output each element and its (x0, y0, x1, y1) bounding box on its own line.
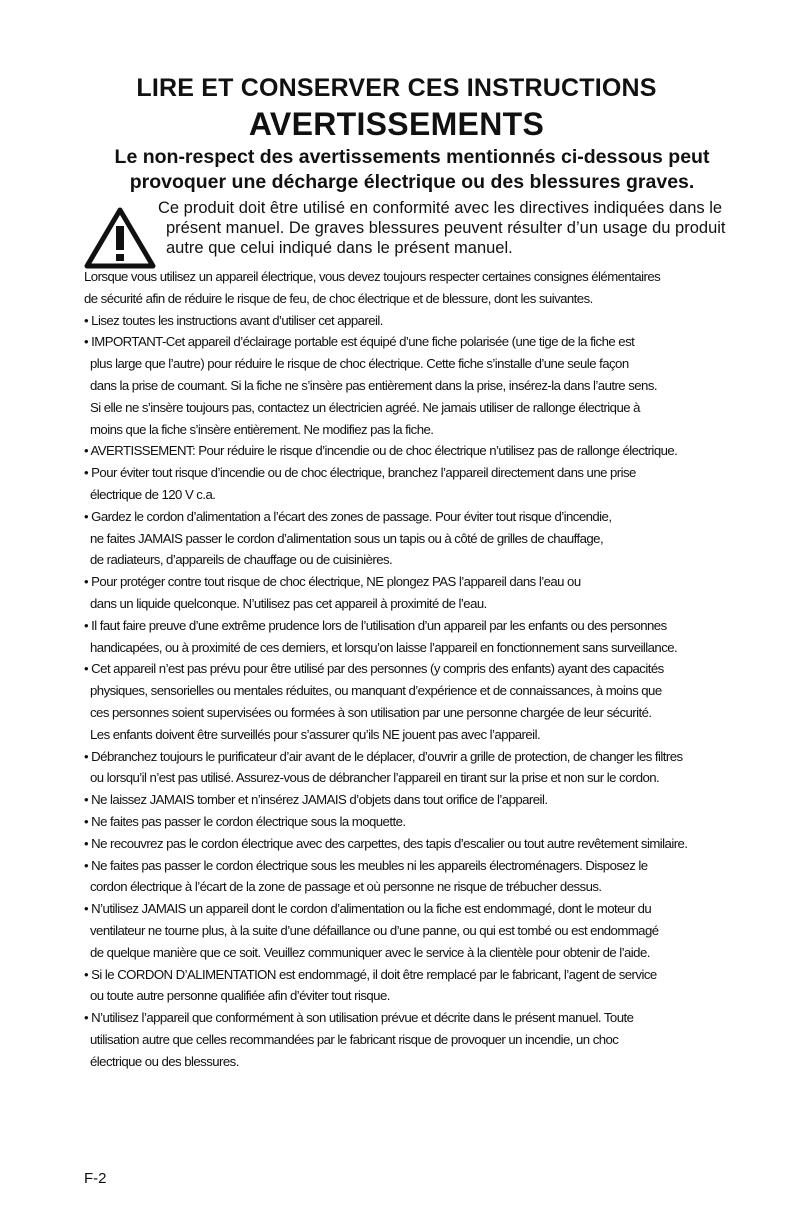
text-line: dans la prise de coumant. Si la fiche ne s’insère pas entièrement dans la prise, insérez-la dans l’autre sens. (90, 377, 657, 393)
text-line: de quelque manière que ce soit. Veuillez communiquer avec le service à la clientèle pour obtenir de l’aide. (90, 944, 650, 960)
list-item: • Débranchez toujours le purificateur d’air avant de le déplacer, d’ouvrir a grille de protection, de changer les filtres (84, 748, 683, 764)
list-item: • AVERTISSEMENT: Pour réduire le risque d’incendie ou de choc électrique n’utilisez pas de rallonge électrique. (84, 443, 678, 459)
list-item: • Gardez le cordon d’alimentation a l’écart des zones de passage. Pour éviter tout risque d’incendie, (84, 508, 612, 524)
text-line: dans un liquide quelconque. N’utilisez pas cet appareil à proximité de l’eau. (90, 595, 487, 611)
text-line: Les enfants doivent être surveillés pour s’assurer qu’ils NE jouent pas avec l’appareil. (90, 726, 541, 742)
text-line: électrique ou des blessures. (90, 1053, 239, 1069)
warning-line: autre que celui indiqué dans le présent manuel. (166, 239, 513, 257)
warning-triangle-icon (84, 207, 156, 269)
text-line: handicapées, ou à proximité de ces derniers, et lorsqu’on laisse l’appareil en fonctionnement sans surveillance. (90, 639, 678, 655)
text-line: ventilateur ne tourne plus, à la suite d’une défaillance ou d’une panne, ou qui est tombé ou est endommagé (90, 922, 659, 938)
text-line: Si elle ne s’insère toujours pas, contactez un électricien agréé. Ne jamais utiliser de rallonge électrique à (90, 399, 640, 415)
warning-statement (158, 198, 783, 258)
list-item: • Ne recouvrez pas le cordon électrique avec des carpettes, des tapis d’escalier ou tout autre revêtement similaire. (84, 835, 688, 851)
list-item: • Ne faites pas passer le cordon électrique sous les meubles ni les appareils électroménagers. Disposez le (84, 857, 648, 873)
text-line: électrique de 120 V c.a. (90, 486, 216, 502)
warning-line: présent manuel. De graves blessures peuvent résulter d’un usage du produit (166, 219, 726, 237)
list-item: • Ne faites pas passer le cordon électrique sous la moquette. (84, 813, 406, 829)
list-item: • Cet appareil n’est pas prévu pour être utilisé par des personnes (y compris des enfants) ayant des capacités (84, 661, 664, 677)
page-number: F-2 (84, 1170, 107, 1187)
text-line: Lorsque vous utilisez un appareil électrique, vous devez toujours respecter certaines consignes élémentaires (84, 269, 661, 284)
intro-warning: Le non-respect des avertissements mentionnés ci-dessous peut provoquer une décharge électrique ou des blessures graves. (114, 146, 710, 193)
list-item: • IMPORTANT-Cet appareil d’éclairage portable est équipé d’une fiche polarisée (une tige de la fiche est (84, 334, 635, 350)
list-item: • Il faut faire preuve d’une extrême prudence lors de l’utilisation d’un appareil par les enfants ou des personnes (84, 617, 667, 633)
section-heading: AVERTISSEMENTS (248, 106, 545, 142)
list-item: • Pour éviter tout risque d’incendie ou de choc électrique, branchez l’appareil directement dans une prise (84, 465, 636, 481)
text-line: plus large que l’autre) pour réduire le risque de choc électrique. Cette fiche s’installe d’une seule façon (90, 356, 629, 372)
list-item: • Pour protéger contre tout risque de choc électrique, NE plongez PAS l’appareil dans l’eau ou (84, 574, 581, 590)
text-line: cordon électrique à l’écart de la zone de passage et où personne ne risque de trébucher dessus. (90, 879, 602, 895)
text-line: de sécurité afin de réduire le risque de feu, de choc électrique et de blessure, dont les suivantes. (84, 290, 593, 306)
list-item: • N’utilisez JAMAIS un appareil dont le cordon d’alimentation ou la fiche est endommagé, dont le moteur du (84, 901, 652, 917)
text-line: ne faites JAMAIS passer le cordon d’alimentation sous un tapis ou à côté de grilles de chauffage, (90, 530, 604, 546)
list-item: • Si le CORDON D’ALIMENTATION est endommagé, il doit être remplacé par le fabricant, l’agent de service (84, 966, 657, 982)
list-item: • N’utilisez l’appareil que conformément à son utilisation prévue et décrite dans le présent manuel. Toute (84, 1010, 634, 1026)
text-line: de radiateurs, d’appareils de chauffage ou de cuisinières. (90, 552, 393, 568)
text-line: physiques, sensorielles ou mentales réduites, ou manquant d’expérience et de connaissances, à moins que (90, 683, 662, 699)
page-title: LIRE ET CONSERVER CES INSTRUCTIONS (136, 74, 657, 102)
list-item: • Ne laissez JAMAIS tomber et n’insérez JAMAIS d’objets dans tout orifice de l’appareil. (84, 792, 548, 808)
text-line: utilisation autre que celles recommandées par le fabricant risque de provoquer un incendie, un choc (90, 1031, 619, 1047)
list-item: • Lisez toutes les instructions avant d’utiliser cet appareil. (84, 312, 383, 328)
warning-line: Ce produit doit être utilisé en conformité avec les directives indiquées dans le (158, 199, 723, 217)
text-line: ou toute autre personne qualifiée afin d’éviter tout risque. (90, 988, 390, 1004)
text-line: moins que la fiche s’insère entièrement. Ne modifiez pas la fiche. (90, 421, 434, 437)
text-line: ces personnes soient supervisées ou formées à son utilisation par une personne chargée de leur sécurité. (90, 704, 652, 720)
safety-instructions (84, 266, 784, 1072)
text-line: ou lorsqu’il n’est pas utilisé. Assurez-vous de débrancher l’appareil en tirant sur la prise et non sur le cordon. (90, 770, 660, 786)
